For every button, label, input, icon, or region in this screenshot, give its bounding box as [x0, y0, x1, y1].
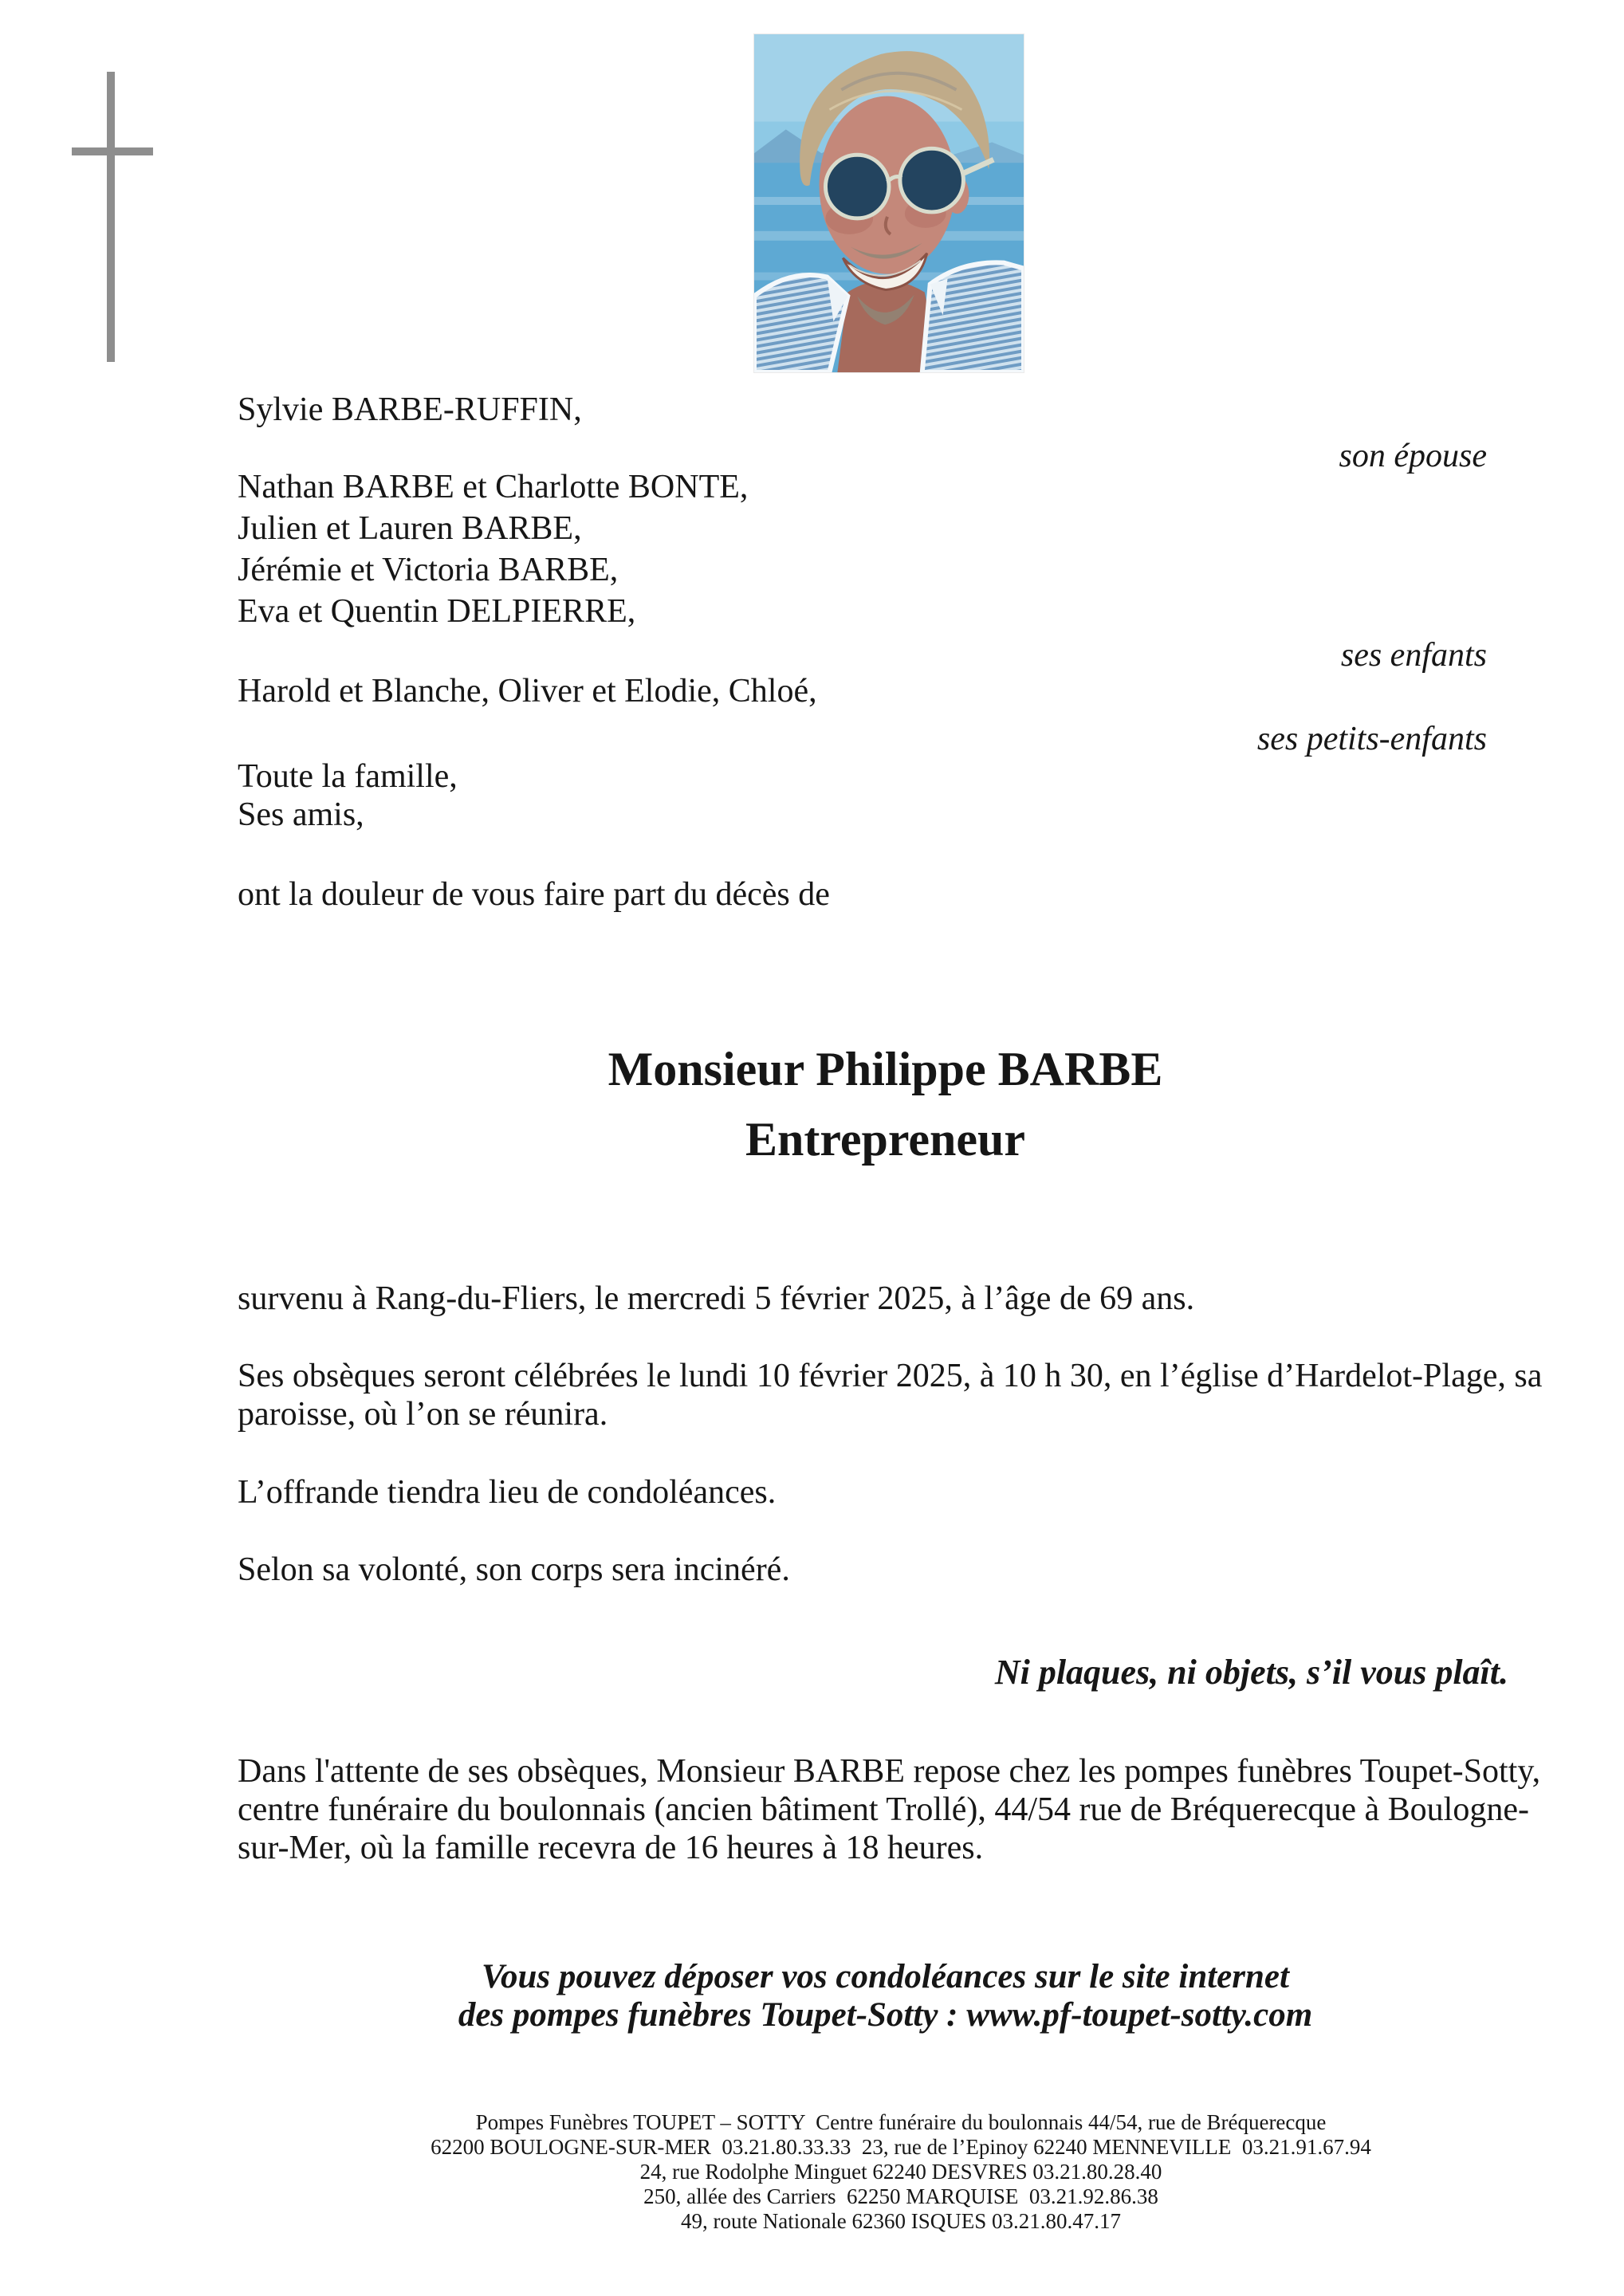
condolences-website-note — [238, 1958, 1533, 2035]
announcement-intro: ont la douleur de vous faire part du décès de — [238, 876, 830, 913]
memorial-cross-icon — [70, 72, 155, 362]
footer-line: 49, route Nationale 62360 ISQUES 03.21.80.47.17 — [681, 2209, 1121, 2233]
no-plaques-note: Ni plaques, ni objets, s’il vous plaît. — [994, 1653, 1508, 1692]
footer-line: Pompes Funèbres TOUPET – SOTTY Centre funéraire du boulonnais 44/54, rue de Bréquerecque — [475, 2110, 1327, 2134]
family-line: Toute la famille, — [238, 758, 458, 795]
sunglasses-right-lens — [900, 148, 964, 212]
condolences-website-line1: Vous pouvez déposer vos condoléances sur le site internet — [482, 1958, 1289, 1995]
child-name: Jérémie et Victoria BARBE, — [238, 552, 619, 588]
child-name: Nathan BARBE et Charlotte BONTE, — [238, 469, 749, 505]
children-relation-label: ses enfants — [1340, 637, 1487, 674]
repose-details: Dans l'attente de ses obsèques, Monsieur BARBE repose chez les pompes funèbres Toupet-Sotty, centre funéraire du boulonnais (ancien bâtiment Trollé), 44/54 rue de Bréquerecque à Boulogne-sur-Mer, où la famille recevra de 16 heures à 18 heures. — [238, 1753, 1541, 1866]
grandchildren-relation-label: ses petits-enfants — [1256, 721, 1487, 757]
spouse-name: Sylvie BARBE-RUFFIN, — [238, 391, 582, 428]
child-name: Eva et Quentin DELPIERRE, — [238, 593, 636, 630]
offering-note: L’offrande tiendra lieu de condoléances. — [238, 1474, 777, 1511]
child-name: Julien et Lauren BARBE, — [238, 510, 582, 547]
footer-line: 62200 BOULOGNE-SUR-MER 03.21.80.33.33 23, rue de l’Epinoy 62240 MENNEVILLE 03.21.91.67.94 — [431, 2135, 1371, 2159]
cremation-note: Selon sa volonté, son corps sera incinéré. — [238, 1551, 790, 1588]
footer-line: 250, allée des Carriers 62250 MARQUISE 03.21.92.86.38 — [643, 2184, 1158, 2208]
portrait-photo — [753, 33, 1024, 373]
cross-horizontal-bar — [72, 147, 153, 155]
funeral-service-details: Ses obsèques seront célébrées le lundi 10 février 2025, à 10 h 30, en l’église d’Hardelot-Plage, sa paroisse, où l’on se réunira. — [238, 1358, 1543, 1433]
footer-line: 24, rue Rodolphe Minguet 62240 DESVRES 03.21.80.28.40 — [639, 2160, 1162, 2184]
deceased-profession: Entrepreneur — [745, 1113, 1026, 1166]
cross-vertical-bar — [107, 72, 115, 362]
portrait-photo-graphic — [754, 34, 1024, 372]
deceased-name: Monsieur Philippe BARBE — [608, 1043, 1163, 1095]
friends-line: Ses amis, — [238, 796, 364, 833]
photo-shirt-right — [922, 262, 1024, 372]
death-details: survenu à Rang-du-Fliers, le mercredi 5 février 2025, à l’âge de 69 ans. — [238, 1280, 1195, 1317]
children-names — [238, 466, 748, 632]
grandchildren-names: Harold et Blanche, Oliver et Elodie, Chloé, — [238, 673, 817, 710]
spouse-relation-label: son épouse — [1339, 438, 1487, 474]
condolences-website-line2: des pompes funèbres Toupet-Sotty : www.pf-toupet-sotty.com — [458, 1996, 1313, 2034]
sunglasses-left-lens — [825, 155, 889, 218]
